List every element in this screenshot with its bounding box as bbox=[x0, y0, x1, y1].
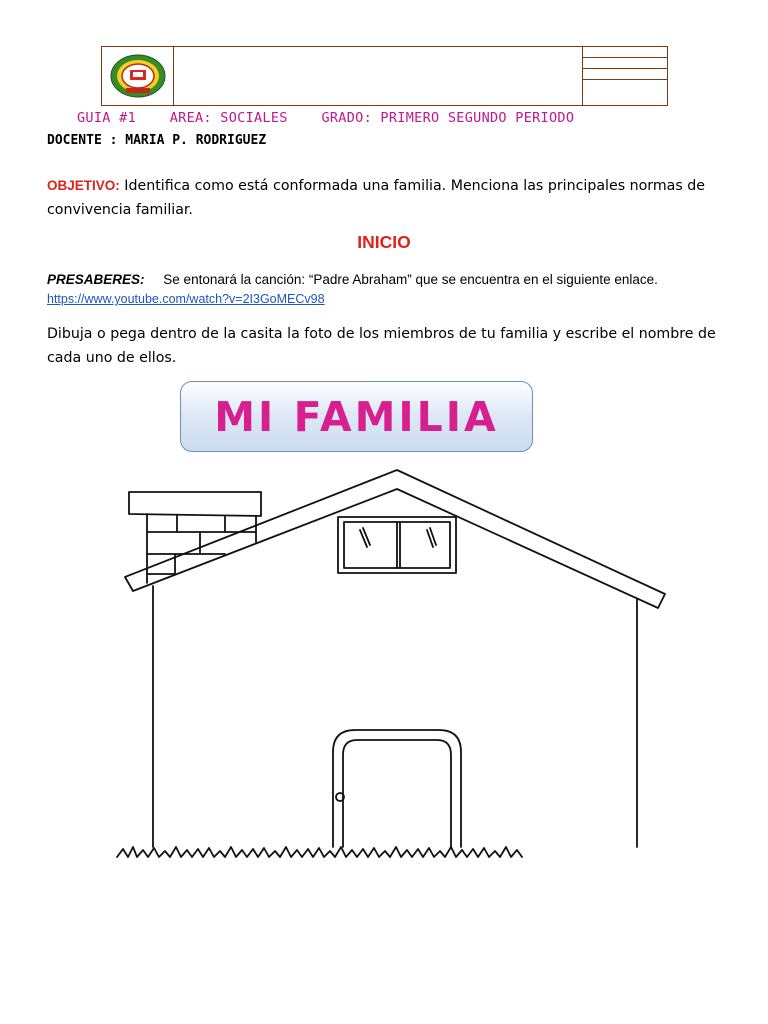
youtube-link[interactable]: https://www.youtube.com/watch?v=2I3GoMECv98 bbox=[47, 292, 325, 306]
house-drawing bbox=[105, 462, 690, 862]
presaberes-paragraph bbox=[47, 272, 658, 287]
teacher-name: DOCENTE : MARIA P. RODRIGUEZ bbox=[47, 133, 267, 148]
instruction-paragraph: Dibuja o pega dentro de la casita la foto de los miembros de tu familia y escribe el nombre de cada uno de ellos. bbox=[47, 326, 716, 366]
presaberes-label: PRESABERES: bbox=[47, 272, 145, 287]
objective-label: OBJETIVO: bbox=[47, 178, 120, 193]
info-divider bbox=[583, 57, 667, 58]
title-banner bbox=[180, 381, 533, 452]
objective-paragraph bbox=[47, 174, 727, 222]
title-banner-text: MI FAMILIA bbox=[214, 392, 499, 441]
section-title: INICIO bbox=[357, 232, 411, 252]
info-divider bbox=[583, 68, 667, 69]
grado-label: GRADO: PRIMERO SEGUNDO PERIODO bbox=[321, 110, 575, 126]
header-table bbox=[101, 46, 668, 106]
info-divider bbox=[583, 79, 667, 80]
guia-number: GUIA #1 bbox=[77, 110, 136, 126]
guide-info-line bbox=[77, 110, 574, 126]
header-title-cell bbox=[173, 47, 583, 105]
objective-text: Identifica como está conformada una familia. Menciona las principales normas de convivencia familiar. bbox=[47, 178, 706, 218]
logo-cell bbox=[102, 47, 174, 105]
presaberes-text: Se entonará la canción: “Padre Abraham” que se encuentra en el siguiente enlace. bbox=[163, 272, 658, 287]
header-info-cell bbox=[583, 47, 667, 105]
area-label: AREA: SOCIALES bbox=[169, 110, 288, 126]
school-logo-icon bbox=[102, 47, 173, 105]
